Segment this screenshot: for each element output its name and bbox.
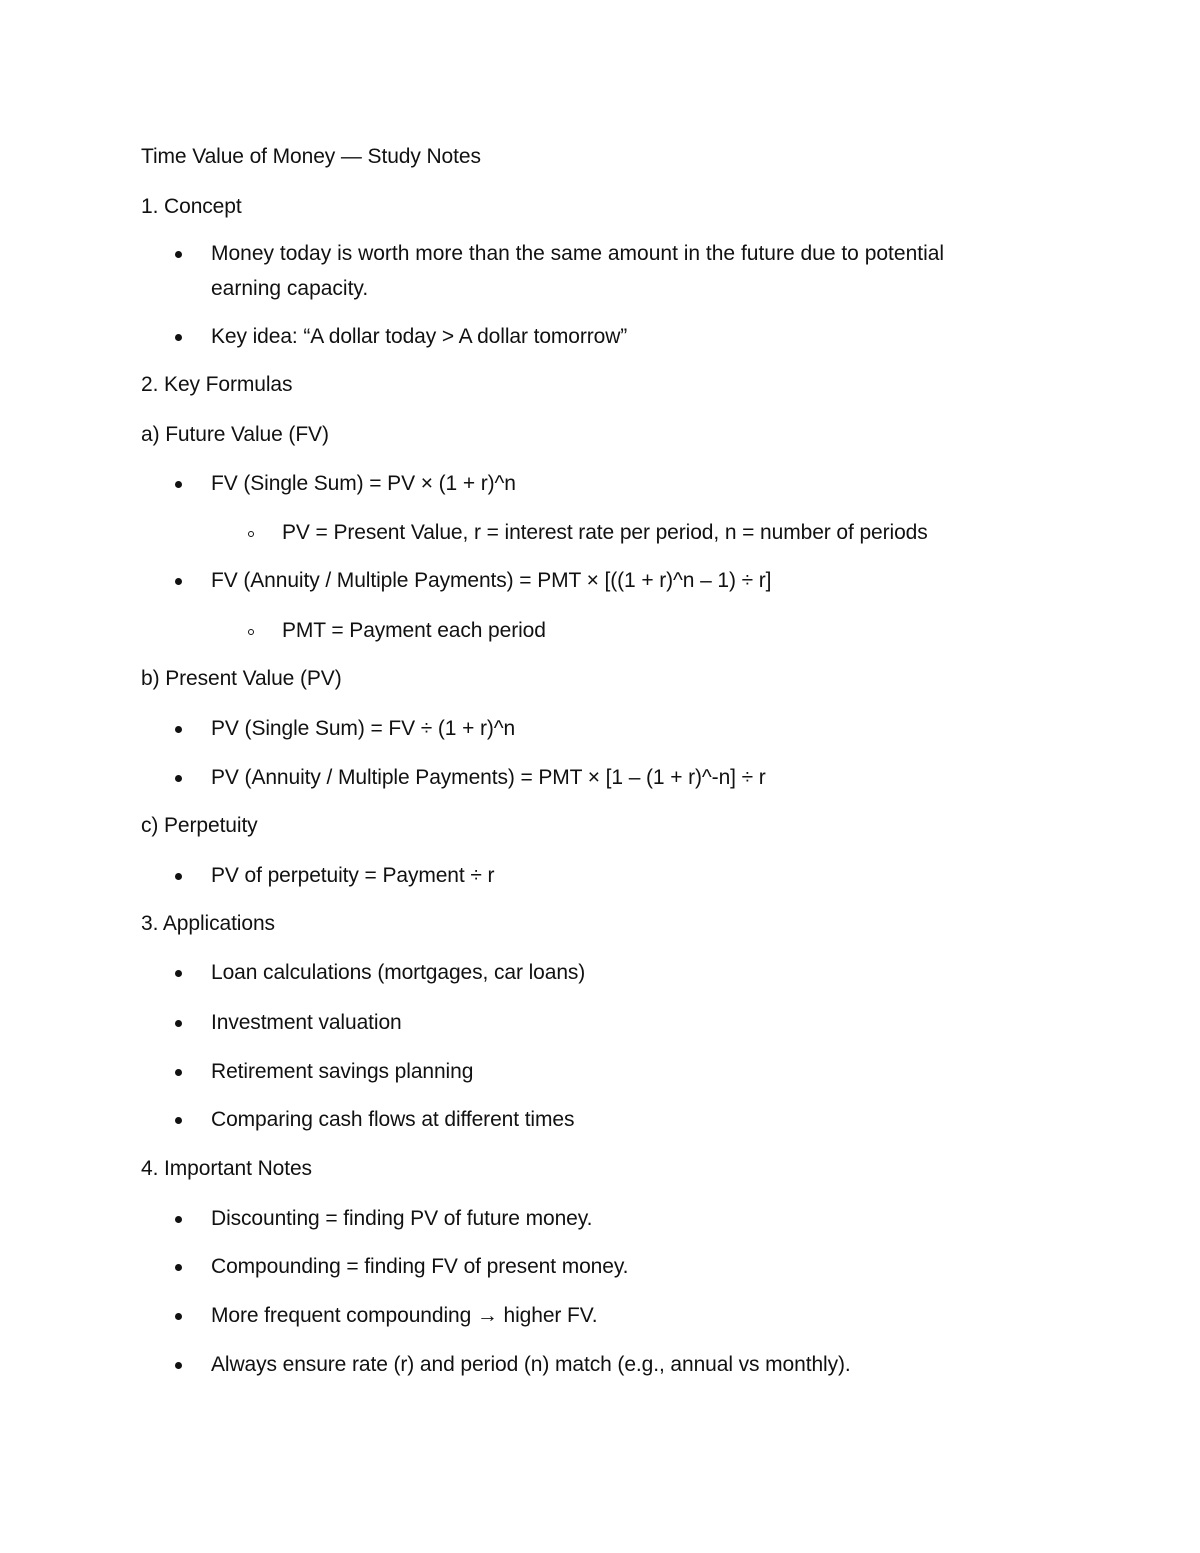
notes-item: Compounding = finding FV of present money.: [211, 1255, 629, 1278]
bullet-marker: [175, 1069, 182, 1076]
fv-annuity-formula: FV (Annuity / Multiple Payments) = PMT × [((1 + r)^n – 1) ÷ r]: [211, 569, 772, 592]
bullet-marker: [175, 1362, 182, 1369]
bullet-marker: [175, 1020, 182, 1027]
bullet-marker: [175, 251, 182, 258]
bullet-marker: [175, 481, 182, 488]
pv-annuity-formula: PV (Annuity / Multiple Payments) = PMT × [1 – (1 + r)^-n] ÷ r: [211, 766, 766, 789]
pv-single-formula: PV (Single Sum) = FV ÷ (1 + r)^n: [211, 717, 516, 740]
notes-item: Always ensure rate (r) and period (n) match (e.g., annual vs monthly).: [211, 1353, 851, 1376]
concept-bullet-2: Key idea: “A dollar today > A dollar tomorrow”: [211, 325, 628, 348]
fv-single-formula: FV (Single Sum) = PV × (1 + r)^n: [211, 472, 516, 495]
sub-bullet-marker: [248, 531, 254, 537]
bullet-marker: [175, 726, 182, 733]
applications-item: Investment valuation: [211, 1011, 402, 1034]
section-heading-concept: 1. Concept: [141, 195, 242, 218]
section-heading-notes: 4. Important Notes: [141, 1157, 312, 1180]
bullet-marker: [175, 873, 182, 880]
notes-item: Discounting = finding PV of future money.: [211, 1207, 593, 1230]
subsection-heading-pv: b) Present Value (PV): [141, 667, 342, 690]
bullet-marker: [175, 578, 182, 585]
bullet-marker: [175, 775, 182, 782]
section-heading-applications: 3. Applications: [141, 912, 275, 935]
document-title: Time Value of Money — Study Notes: [141, 145, 481, 168]
applications-item: Loan calculations (mortgages, car loans): [211, 961, 586, 984]
subsection-heading-fv: a) Future Value (FV): [141, 423, 329, 446]
perpetuity-formula: PV of perpetuity = Payment ÷ r: [211, 864, 495, 887]
sub-bullet-marker: [248, 629, 254, 635]
bullet-marker: [175, 1117, 182, 1124]
bullet-marker: [175, 970, 182, 977]
concept-bullet-1: Money today is worth more than the same amount in the future due to potential earning capacity.: [211, 242, 945, 300]
fv-annuity-note: PMT = Payment each period: [282, 619, 546, 642]
section-heading-formulas: 2. Key Formulas: [141, 373, 293, 396]
bullet-marker: [175, 1264, 182, 1271]
bullet-marker: [175, 1216, 182, 1223]
applications-item: Retirement savings planning: [211, 1060, 474, 1083]
bullet-marker: [175, 1313, 182, 1320]
subsection-heading-perpetuity: c) Perpetuity: [141, 814, 258, 837]
fv-single-note: PV = Present Value, r = interest rate per period, n = number of periods: [282, 521, 928, 544]
notes-item: More frequent compounding → higher FV.: [211, 1304, 598, 1327]
applications-item: Comparing cash flows at different times: [211, 1108, 575, 1131]
bullet-marker: [175, 334, 182, 341]
